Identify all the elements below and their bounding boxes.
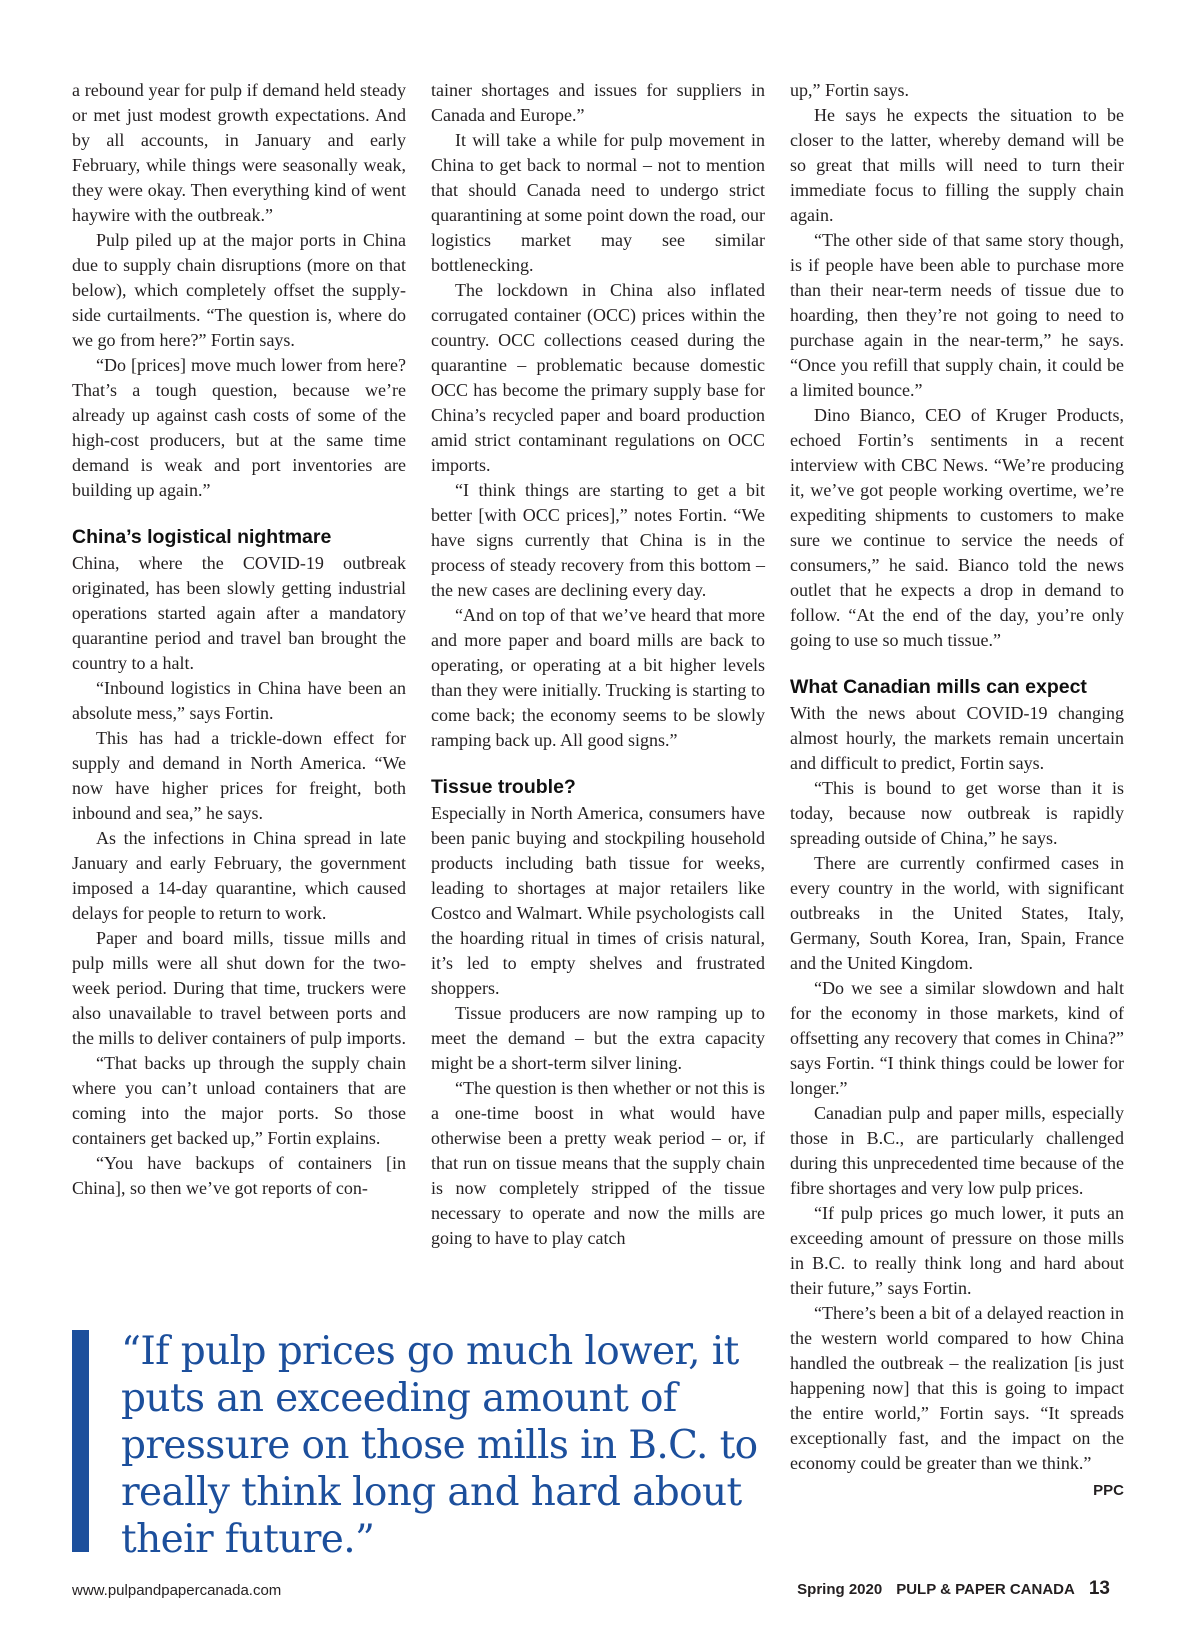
paragraph: As the infections in China spread in late January and early February, the government imposed a 14-day quarantine, which caused delays for people to return to work. (72, 828, 406, 923)
section-heading: China’s logistical nightmare (72, 526, 332, 548)
paragraph: “This is bound to get worse than it is today, because now outbreak is rapidly spreading outside of China,” he says. (790, 778, 1124, 848)
paragraph: It will take a while for pulp movement in China to get back to normal – not to mention that should Canada need to undergo strict quarantining at some point down the road, our logistics market may see similar bottlenecking. (431, 130, 765, 275)
paragraph: up,” Fortin says. (790, 80, 909, 100)
paragraph: “I think things are starting to get a bit better [with OCC prices],” notes Fortin. “We have signs currently that China is in the process of steady recovery from this bottom – the new cases are declining every day. (431, 480, 765, 600)
paragraph: The lockdown in China also inflated corrugated container (OCC) prices within the country. OCC collections ceased during the quarantine – problematic because domestic OCC has become the primary supply base for China’s recycled paper and board production amid strict contaminant regulations on OCC imports. (431, 280, 765, 475)
paragraph: Tissue producers are now ramping up to meet the demand – but the extra capacity might be a short-term silver lining. (431, 1003, 765, 1073)
footer-url: www.pulpandpapercanada.com (72, 1582, 282, 1599)
paragraph: Paper and board mills, tissue mills and pulp mills were all shut down for the two-week period. During that time, truckers were also unavailable to travel between ports and the mills to deliver containers of pulp imports. (72, 928, 406, 1048)
paragraph-final (790, 1301, 1124, 1499)
paragraph: “And on top of that we’ve heard that more and more paper and board mills are back to operating, or operating at a bit higher levels than they were initially. Trucking is starting to come back; the economy seems to be slowly ramping back up. All good signs.” (431, 605, 765, 750)
paragraph: “Do we see a similar slowdown and halt for the economy in those markets, kind of offsetting any recovery that comes in China?” says Fortin. “I think things could be lower for longer.” (790, 978, 1124, 1098)
paragraph: Dino Bianco, CEO of Kruger Products, echoed Fortin’s sentiments in a recent interview with CBC News. “We’re producing it, we’ve got people working overtime, we’re expediting shipments to customers to make sure we continue to service the needs of consumers,” he said. Bianco told the news outlet that he expects a drop in demand to follow. “At the end of the day, you’re only going to use so much tissue.” (790, 405, 1124, 650)
paragraph: “If pulp prices go much lower, it puts an exceeding amount of pressure on those mills in B.C. to really think long and hard about their future,” says Fortin. (790, 1203, 1124, 1298)
article-column-2 (431, 78, 765, 1251)
paragraph: “Inbound logistics in China have been an absolute mess,” says Fortin. (72, 678, 406, 723)
paragraph: “Do [prices] move much lower from here? That’s a tough question, because we’re already up against cash costs of some of the high-cost producers, but at the same time demand is weak and port inventories are building up again.” (72, 355, 406, 500)
page-number: 13 (1088, 1578, 1110, 1599)
paragraph: “You have backups of containers [in China], so then we’ve got reports of con- (72, 1153, 406, 1198)
paragraph: He says he expects the situation to be closer to the latter, whereby demand will be so great that mills will need to turn their immediate focus to filling the supply chain again. (790, 105, 1124, 225)
footer-magazine: PULP & PAPER CANADA (896, 1581, 1075, 1598)
paragraph: Pulp piled up at the major ports in China due to supply chain disruptions (more on that below), which completely offset the supply-side curtailments. “The question is, where do we go from here?” Fortin says. (72, 230, 406, 350)
paragraph: This has had a trickle-down effect for supply and demand in North America. “We now have higher prices for freight, both inbound and sea,” he says. (72, 728, 406, 823)
paragraph-text: “There’s been a bit of a delayed reaction in the western world compared to how China handled the outbreak – the realization [is just happening now] that this is going to impact the entire world,” Fortin says. “It spreads exceptionally fast, and the impact on the economy could be greater than we think.” (790, 1303, 1124, 1473)
paragraph: With the news about COVID-19 changing almost hourly, the markets remain uncertain and difficult to predict, Fortin says. (790, 703, 1124, 773)
paragraph: China, where the COVID-19 outbreak originated, has been slowly getting industrial operations started again after a mandatory quarantine period and travel ban brought the country to a halt. (72, 553, 406, 673)
section-heading: What Canadian mills can expect (790, 676, 1087, 698)
pull-quote-text: “If pulp prices go much lower, it puts an exceeding amount of pressure on those mills in B.C. to really think long and hard about their future.” (121, 1329, 758, 1562)
pull-quote-bar (72, 1330, 89, 1552)
paragraph: Canadian pulp and paper mills, especially those in B.C., are particularly challenged during this unprecedented time because of the fibre shortages and very low pulp prices. (790, 1103, 1124, 1198)
pull-quote (72, 1329, 758, 1562)
ppc-signoff: PPC (1093, 1482, 1124, 1499)
paragraph: There are currently confirmed cases in every country in the world, with significant outbreaks in the United States, Italy, Germany, South Korea, Iran, Spain, France and the United Kingdom. (790, 853, 1124, 973)
paragraph: Especially in North America, consumers have been panic buying and stockpiling household products including bath tissue for weeks, leading to shortages at major retailers like Costco and Walmart. While psychologists call the hoarding ritual in times of crisis natural, it’s led to empty shelves and frustrated shoppers. (431, 803, 765, 998)
section-heading: Tissue trouble? (431, 776, 576, 798)
article-column-1 (72, 78, 406, 1201)
paragraph: “That backs up through the supply chain where you can’t unload containers that are coming into the major ports. So those containers get backed up,” Fortin explains. (72, 1053, 406, 1148)
article-column-3 (790, 78, 1124, 1503)
paragraph: a rebound year for pulp if demand held steady or met just modest growth expectations. And by all accounts, in January and early February, while things were seasonally weak, they were okay. Then everything kind of went haywire with the outbreak.” (72, 80, 406, 225)
footer-folio (797, 1578, 1110, 1600)
footer-issue: Spring 2020 (797, 1581, 883, 1598)
paragraph: “The question is then whether or not this is a one-time boost in what would have otherwise been a pretty weak period – or, if that run on tissue means that the supply chain is now completely stripped of the tissue necessary to operate and now the mills are going to have to play catch (431, 1078, 765, 1248)
paragraph: tainer shortages and issues for suppliers in Canada and Europe.” (431, 80, 765, 125)
paragraph: “The other side of that same story though, is if people have been able to purchase more than their near-term needs of tissue due to hoarding, then they’re not going to need to purchase again in the near-term,” he says. “Once you refill that supply chain, it could be a limited bounce.” (790, 230, 1124, 400)
